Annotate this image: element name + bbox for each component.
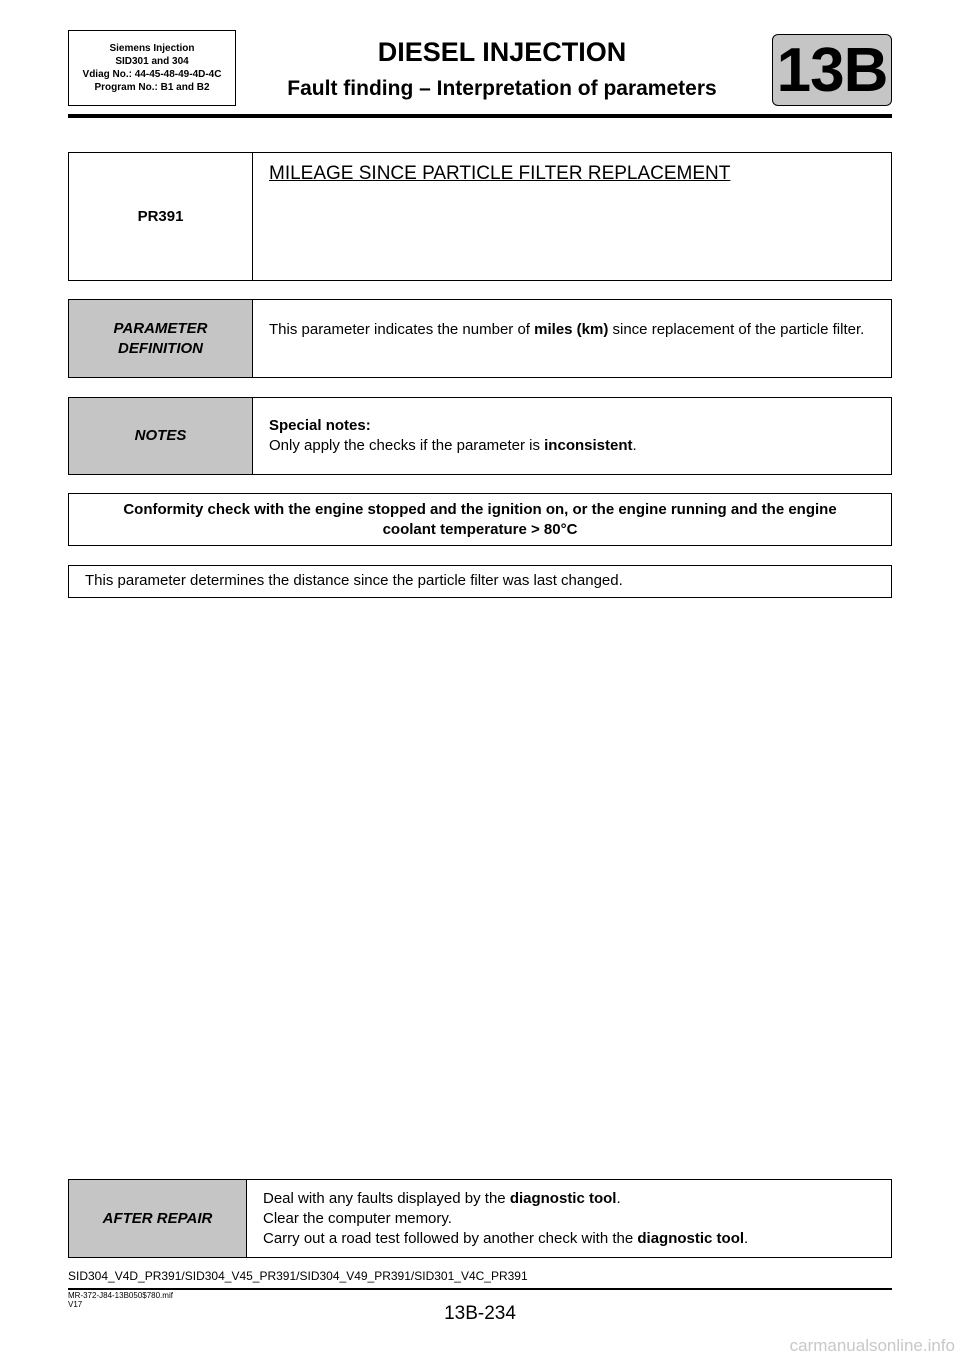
- definition-text: [253, 300, 891, 377]
- notes-body: [269, 436, 875, 456]
- page-title: DIESEL INJECTION: [377, 37, 627, 67]
- after-repair-text-part: .: [744, 1230, 749, 1247]
- notes-label: NOTES: [69, 398, 253, 474]
- definition-text-bold: miles (km): [534, 321, 609, 338]
- after-repair-line: [263, 1189, 875, 1209]
- after-repair-label: AFTER REPAIR: [69, 1180, 247, 1257]
- after-repair-text-part: Deal with any faults displayed by the: [263, 1190, 510, 1207]
- header-info-line: Program No.: B1 and B2: [94, 82, 210, 93]
- conformity-check-heading: [68, 493, 892, 546]
- header-info-box: [68, 30, 236, 106]
- notes-text-bold: inconsistent: [544, 437, 633, 454]
- footer-version: V17: [68, 1300, 83, 1309]
- footer-file-name: MR-372-J84-13B050$780.mif: [68, 1291, 173, 1300]
- after-repair-line: [263, 1229, 875, 1249]
- watermark: carmanualsonline.info: [789, 1336, 955, 1355]
- header-info-line: Vdiag No.: 44-45-48-49-4D-4C: [82, 69, 222, 80]
- parameter-name: MILEAGE SINCE PARTICLE FILTER REPLACEMENT: [269, 163, 731, 184]
- header-divider: [68, 114, 892, 118]
- notes-heading: Special notes:: [269, 417, 371, 434]
- after-repair-text-part: Carry out a road test followed by another check with the: [263, 1230, 638, 1247]
- after-repair-text-bold: diagnostic tool: [509, 1190, 617, 1207]
- after-repair-text-bold: diagnostic tool: [637, 1230, 745, 1247]
- after-repair-line: Clear the computer memory.: [263, 1210, 452, 1227]
- conformity-line: coolant temperature > 80°C: [382, 521, 578, 538]
- notes-table: [68, 397, 892, 475]
- footer-divider: [68, 1288, 892, 1290]
- parameter-name-cell: [253, 153, 891, 280]
- definition-table: [68, 299, 892, 378]
- after-repair-text-part: .: [616, 1190, 621, 1207]
- definition-label-line: PARAMETER: [113, 319, 208, 337]
- notes-text-part: .: [632, 437, 637, 454]
- section-badge: 13B: [772, 34, 892, 106]
- definition-label: [69, 300, 253, 377]
- after-repair-table: [68, 1179, 892, 1258]
- footer-reference: SID304_V4D_PR391/SID304_V45_PR391/SID304_V49_PR391/SID301_V4C_PR391: [68, 1269, 528, 1283]
- definition-label-line: DEFINITION: [117, 339, 203, 357]
- header-info-line: Siemens Injection: [109, 43, 195, 54]
- page-subtitle: Fault finding – Interpretation of parameters: [287, 77, 717, 100]
- notes-text: [253, 398, 891, 474]
- header-info-line: SID301 and 304: [115, 56, 189, 67]
- conformity-line: Conformity check with the engine stopped and the ignition on, or the engine running and the engine: [123, 501, 837, 518]
- parameter-table: [68, 152, 892, 281]
- after-repair-text: [247, 1180, 891, 1257]
- definition-text-part: This parameter indicates the number of: [269, 321, 535, 338]
- notes-text-part: Only apply the checks if the parameter is: [269, 437, 545, 454]
- page-number: 13B-234: [444, 1303, 516, 1324]
- determination-box: This parameter determines the distance since the particle filter was last changed.: [68, 565, 892, 598]
- parameter-code: PR391: [69, 153, 253, 280]
- definition-text-part: since replacement of the particle filter.: [608, 321, 865, 338]
